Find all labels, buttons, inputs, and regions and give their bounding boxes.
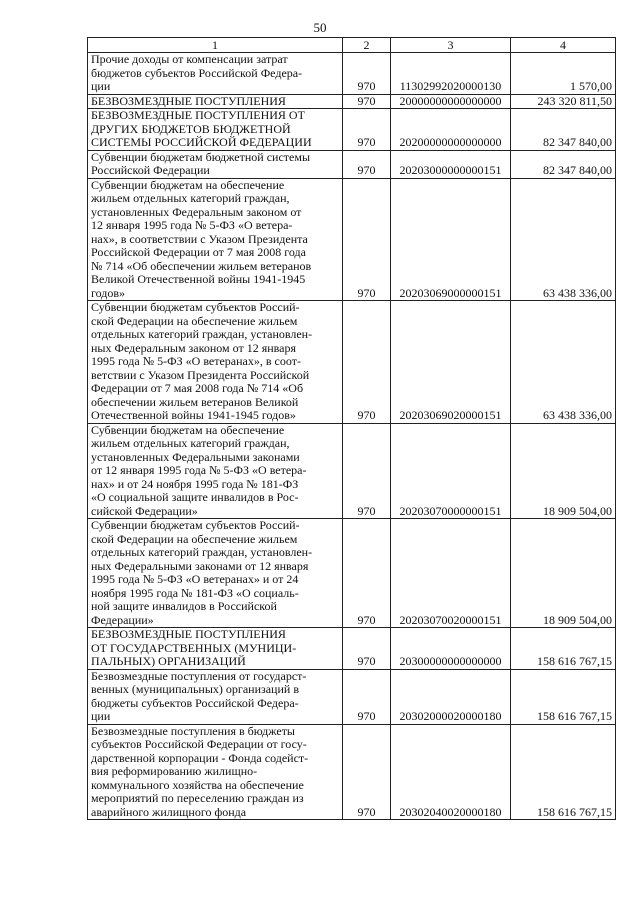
page-number: 50 [313, 20, 327, 35]
row-name: БЕЗВОЗМЕЗДНЫЕ ПОСТУПЛЕНИЯ [88, 94, 343, 109]
table-row [88, 628, 616, 670]
row-budget-code: 20302040020000180 [391, 724, 511, 820]
table-row [88, 724, 616, 820]
row-amount: 158 616 767,15 [511, 669, 616, 724]
row-name: БЕЗВОЗМЕЗДНЫЕ ПОСТУПЛЕНИЯ ОТ ДРУГИХ БЮДЖЕТОВ БЮДЖЕТНОЙ СИСТЕМЫ РОССИЙСКОЙ ФЕДЕРАЦИИ [88, 109, 343, 151]
row-amount: 1 570,00 [511, 53, 616, 95]
row-name: Субвенции бюджетам субъектов Россий- ской Федерации на обеспечение жильем отдельных категорий граждан, установлен- ных Федеральными законами от 12 января 1995 года № 5-ФЗ «О ветеранах» и от 24 ноября 1995 года № 181-ФЗ «О социаль- ной защите инвалидов в Российской Федерации» [88, 519, 343, 628]
row-budget-code: 20203000000000151 [391, 150, 511, 178]
row-name: Прочие доходы от компенсации затрат бюджетов субъектов Российской Федера- ции [88, 53, 343, 95]
row-name: Субвенции бюджетам на обеспечение жильем отдельных категорий граждан, установленных Федеральным законом от 12 января 1995 года № 5-ФЗ «О ветера- нах», в соответствии с Указом Президента Российской Федерации от 7 мая 2008 года № 714 «Об обеспечении жильем ветеранов Великой Отечественной войны 1941-1945 годов» [88, 178, 343, 301]
table-row [88, 53, 616, 95]
header-cell-amount: 4 [511, 38, 616, 53]
table-body [88, 38, 616, 820]
row-amount: 82 347 840,00 [511, 109, 616, 151]
row-budget-code: 20203070020000151 [391, 519, 511, 628]
row-amount: 158 616 767,15 [511, 628, 616, 670]
row-admin-code: 970 [343, 423, 391, 519]
row-admin-code: 970 [343, 519, 391, 628]
row-name: Субвенции бюджетам субъектов Россий- ской Федерации на обеспечение жильем отдельных категорий граждан, установлен- ных Федеральным законом от 12 января 1995 года № 5-ФЗ «О ветеранах», в соот- ветствии с Указом Президента Российской Федерации от 7 мая 2008 года № 714 «Об обеспечении жильем ветеранов Великой Отечественной войны 1941-1945 годов» [88, 301, 343, 424]
row-amount: 82 347 840,00 [511, 150, 616, 178]
table-row [88, 669, 616, 724]
row-name: Субвенции бюджетам на обеспечение жильем отдельных категорий граждан, установленных Федеральными законами от 12 января 1995 года № 5-ФЗ «О ветера- нах» и от 24 ноября 1995 года № 181-ФЗ «О социальной защите инвалидов в Рос- сийской Федерации» [88, 423, 343, 519]
budget-revenue-table [87, 37, 616, 820]
row-name: Безвозмездные поступления в бюджеты субъектов Российской Федерации от госу- дарственной корпорации - Фонда содейст- вия реформированию жилищно- коммунального хозяйства на обеспечение мероприятий по переселению граждан из аварийного жилищного фонда [88, 724, 343, 820]
row-budget-code: 20203069020000151 [391, 301, 511, 424]
row-amount: 63 438 336,00 [511, 301, 616, 424]
row-amount: 18 909 504,00 [511, 423, 616, 519]
row-admin-code: 970 [343, 109, 391, 151]
header-cell-admin: 2 [343, 38, 391, 53]
row-name: Субвенции бюджетам бюджетной системы Российской Федерации [88, 150, 343, 178]
row-name: Безвозмездные поступления от государст- венных (муниципальных) организаций в бюджеты субъектов Российской Федера- ции [88, 669, 343, 724]
row-amount: 158 616 767,15 [511, 724, 616, 820]
row-budget-code: 20302000020000180 [391, 669, 511, 724]
row-amount: 63 438 336,00 [511, 178, 616, 301]
table-header-row [88, 38, 616, 53]
row-budget-code: 20203069000000151 [391, 178, 511, 301]
header-cell-code: 3 [391, 38, 511, 53]
table-row [88, 423, 616, 519]
row-budget-code: 11302992020000130 [391, 53, 511, 95]
table-row [88, 301, 616, 424]
row-admin-code: 970 [343, 669, 391, 724]
table-row [88, 150, 616, 178]
row-admin-code: 970 [343, 628, 391, 670]
header-cell-name: 1 [88, 38, 343, 53]
row-amount: 243 320 811,50 [511, 94, 616, 109]
row-budget-code: 20203070000000151 [391, 423, 511, 519]
row-admin-code: 970 [343, 301, 391, 424]
table-row [88, 94, 616, 109]
row-budget-code: 20200000000000000 [391, 109, 511, 151]
table-row [88, 178, 616, 301]
row-budget-code: 20300000000000000 [391, 628, 511, 670]
row-budget-code: 20000000000000000 [391, 94, 511, 109]
row-admin-code: 970 [343, 178, 391, 301]
row-admin-code: 970 [343, 150, 391, 178]
table-row [88, 519, 616, 628]
row-admin-code: 970 [343, 94, 391, 109]
row-amount: 18 909 504,00 [511, 519, 616, 628]
row-admin-code: 970 [343, 724, 391, 820]
row-name: БЕЗВОЗМЕЗДНЫЕ ПОСТУПЛЕНИЯ ОТ ГОСУДАРСТВЕННЫХ (МУНИЦИ- ПАЛЬНЫХ) ОРГАНИЗАЦИЙ [88, 628, 343, 670]
row-admin-code: 970 [343, 53, 391, 95]
table-row [88, 109, 616, 151]
